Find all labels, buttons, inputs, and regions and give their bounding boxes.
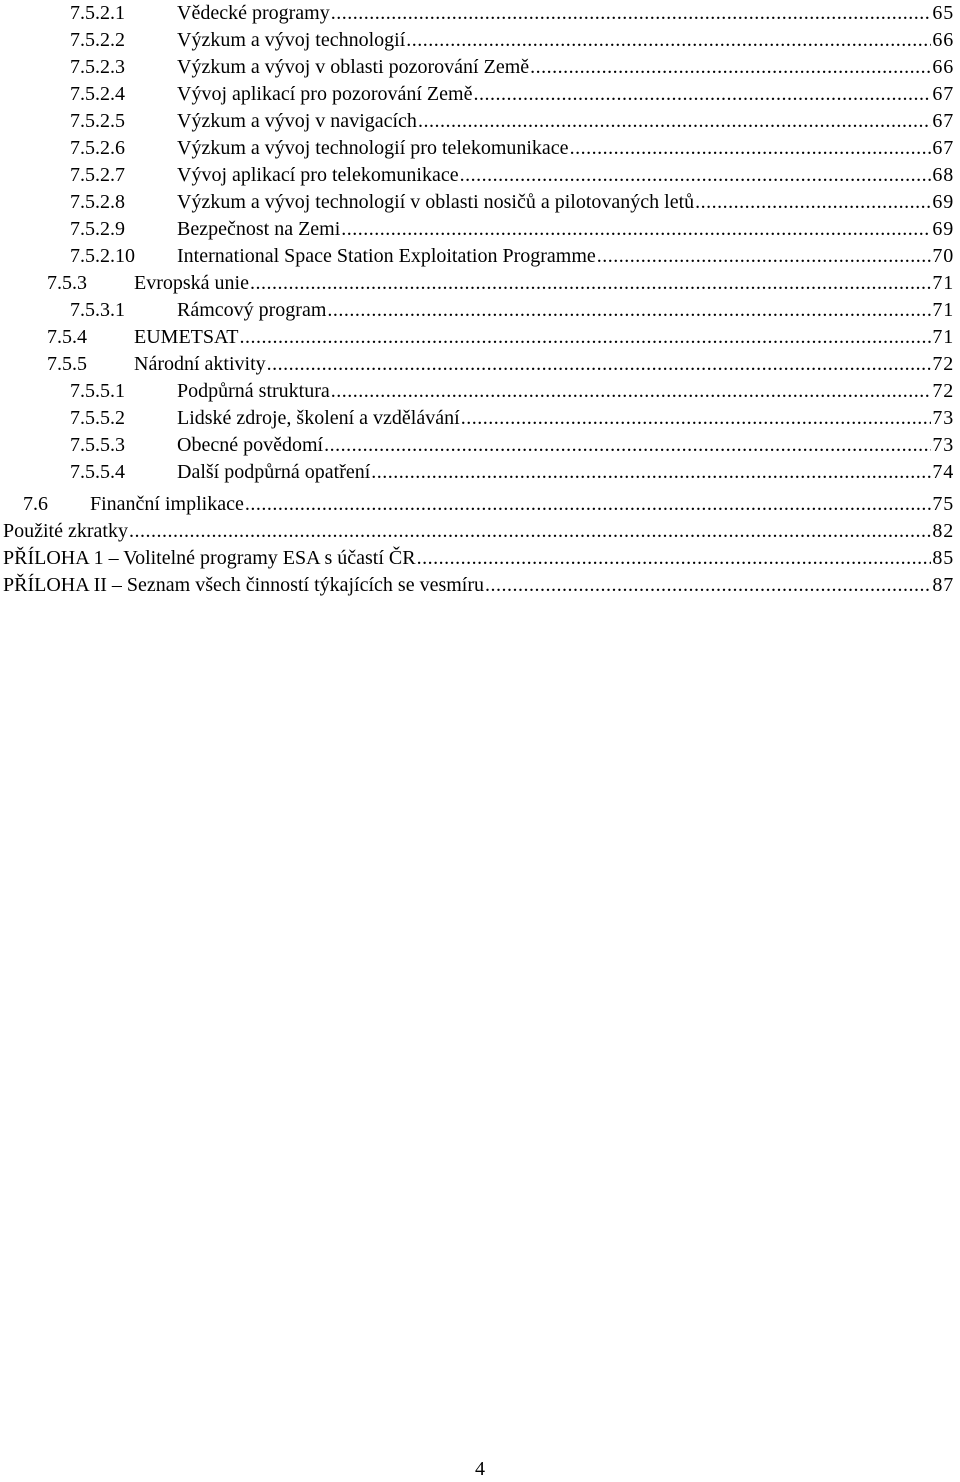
toc-entry-title: Výzkum a vývoj v oblasti pozorování Země — [177, 56, 530, 78]
toc-entry[interactable] — [47, 324, 954, 351]
toc-entry-page: 70 — [932, 245, 954, 267]
toc-entry-title: Vývoj aplikací pro telekomunikace — [177, 164, 459, 186]
toc-entry-page: 69 — [932, 218, 954, 240]
toc-entry-title: Lidské zdroje, školení a vzdělávání — [177, 407, 460, 429]
toc-entry-title: International Space Station Exploitation Programme — [177, 245, 596, 267]
toc-entry[interactable] — [70, 27, 954, 54]
toc-entry-page: 75 — [932, 493, 954, 515]
toc-entry[interactable] — [70, 54, 954, 81]
toc-entry[interactable] — [47, 270, 954, 297]
dot-leader — [417, 545, 931, 572]
toc-entry-page: 71 — [932, 326, 954, 348]
toc-entry-number: 7.5.2.4 — [70, 83, 125, 105]
toc-entry-number: 7.5.2.5 — [70, 110, 125, 132]
toc-entry-title: Bezpečnost na Zemi — [177, 218, 341, 240]
toc-entry-title: Další podpůrná opatření — [177, 461, 371, 483]
toc-entry-page: 72 — [932, 353, 954, 375]
toc-entry-number: 7.5.2.8 — [70, 191, 125, 213]
toc-entry-number: 7.6 — [23, 493, 48, 515]
toc-entry-title: Národní aktivity — [134, 353, 266, 375]
dot-leader — [418, 108, 931, 135]
toc-entry[interactable] — [70, 135, 954, 162]
toc-entry[interactable] — [70, 297, 954, 324]
toc-entry-page: 87 — [932, 574, 954, 596]
dot-leader — [331, 0, 931, 27]
toc-entry-page: 85 — [932, 547, 954, 569]
toc-entry-page: 73 — [932, 407, 954, 429]
dot-leader — [570, 135, 931, 162]
toc-entry-page: 67 — [932, 83, 954, 105]
dot-leader — [485, 572, 931, 599]
toc-entry-number: 7.5.3 — [47, 272, 87, 294]
toc-entry-page: 71 — [932, 272, 954, 294]
toc-entry[interactable] — [23, 491, 954, 518]
dot-leader — [267, 351, 931, 378]
toc-entry-number: 7.5.5.4 — [70, 461, 125, 483]
toc-entry-page: 69 — [932, 191, 954, 213]
toc-entry-page: 71 — [932, 299, 954, 321]
toc-entry-title: Výzkum a vývoj technologií v oblasti nosičů a pilotovaných letů — [177, 191, 695, 213]
toc-entry-number: 7.5.5.3 — [70, 434, 125, 456]
page-number: 4 — [475, 1458, 485, 1480]
toc-entry[interactable] — [70, 0, 954, 27]
dot-leader — [597, 243, 931, 270]
toc-entry-number: 7.5.2.6 — [70, 137, 125, 159]
toc-entry-number: 7.5.2.7 — [70, 164, 125, 186]
toc-entry[interactable] — [70, 405, 954, 432]
toc-entry-page: 65 — [932, 2, 954, 24]
toc-entry-title: EUMETSAT — [134, 326, 239, 348]
toc-entry[interactable] — [70, 189, 954, 216]
dot-leader — [460, 162, 931, 189]
toc-entry-title: Podpůrná struktura — [177, 380, 330, 402]
toc-entry[interactable] — [70, 378, 954, 405]
dot-leader — [250, 270, 931, 297]
dot-leader — [371, 459, 931, 486]
dot-leader — [245, 491, 931, 518]
toc-entry-number: 7.5.5.1 — [70, 380, 125, 402]
toc-entry[interactable] — [70, 108, 954, 135]
toc-entry[interactable] — [47, 351, 954, 378]
toc-entry-number: 7.5.2.9 — [70, 218, 125, 240]
dot-leader — [461, 405, 931, 432]
toc-entry-title: Výzkum a vývoj v navigacích — [177, 110, 417, 132]
toc-entry-page: 72 — [932, 380, 954, 402]
toc-entry-number: 7.5.3.1 — [70, 299, 125, 321]
dot-leader — [530, 54, 931, 81]
toc-entry-number: 7.5.4 — [47, 326, 87, 348]
toc-entry[interactable] — [3, 572, 954, 599]
dot-leader — [239, 324, 931, 351]
toc-entry-title: Výzkum a vývoj technologií — [177, 29, 406, 51]
toc-entry-title: Použité zkratky — [3, 520, 128, 542]
toc-entry[interactable] — [3, 518, 954, 545]
toc-entry-page: 66 — [932, 56, 954, 78]
toc-entry[interactable] — [3, 545, 954, 572]
toc-entry[interactable] — [70, 459, 954, 486]
dot-leader — [324, 432, 931, 459]
toc-entry-page: 67 — [932, 110, 954, 132]
dot-leader — [341, 216, 931, 243]
toc-entry-number: 7.5.5.2 — [70, 407, 125, 429]
toc-entry-page: 74 — [932, 461, 954, 483]
dot-leader — [331, 378, 931, 405]
toc-entry-page: 67 — [932, 137, 954, 159]
toc-entry-title: Finanční implikace — [90, 493, 244, 515]
toc-entry[interactable] — [70, 432, 954, 459]
toc-entry-number: 7.5.2.1 — [70, 2, 125, 24]
toc-entry-title: PŘÍLOHA 1 – Volitelné programy ESA s účastí ČR — [3, 547, 416, 569]
toc-entry[interactable] — [70, 81, 954, 108]
toc-entry-page: 68 — [932, 164, 954, 186]
toc-entry-page: 66 — [932, 29, 954, 51]
toc-entry-number: 7.5.2.2 — [70, 29, 125, 51]
toc-entry[interactable] — [70, 162, 954, 189]
toc-entry-number: 7.5.5 — [47, 353, 87, 375]
toc-entry-title: Vývoj aplikací pro pozorování Země — [177, 83, 473, 105]
toc-entry-title: Rámcový program — [177, 299, 327, 321]
toc-entry-page: 82 — [932, 520, 954, 542]
toc-entry-page: 73 — [932, 434, 954, 456]
toc-entry-title: Výzkum a vývoj technologií pro telekomunikace — [177, 137, 569, 159]
dot-leader — [473, 81, 931, 108]
toc-entry-title: Vědecké programy — [177, 2, 330, 24]
toc-entry-number: 7.5.2.3 — [70, 56, 125, 78]
dot-leader — [695, 189, 931, 216]
dot-leader — [406, 27, 931, 54]
dot-leader — [327, 297, 931, 324]
toc-entry-title: Evropská unie — [134, 272, 249, 294]
toc-entry[interactable] — [70, 216, 954, 243]
toc-entry-title: Obecné povědomí — [177, 434, 324, 456]
toc-entry-number: 7.5.2.10 — [70, 245, 135, 267]
toc-entry-title: PŘÍLOHA II – Seznam všech činností týkajících se vesmíru — [3, 574, 485, 596]
toc-entry[interactable] — [70, 243, 954, 270]
dot-leader — [129, 518, 931, 545]
